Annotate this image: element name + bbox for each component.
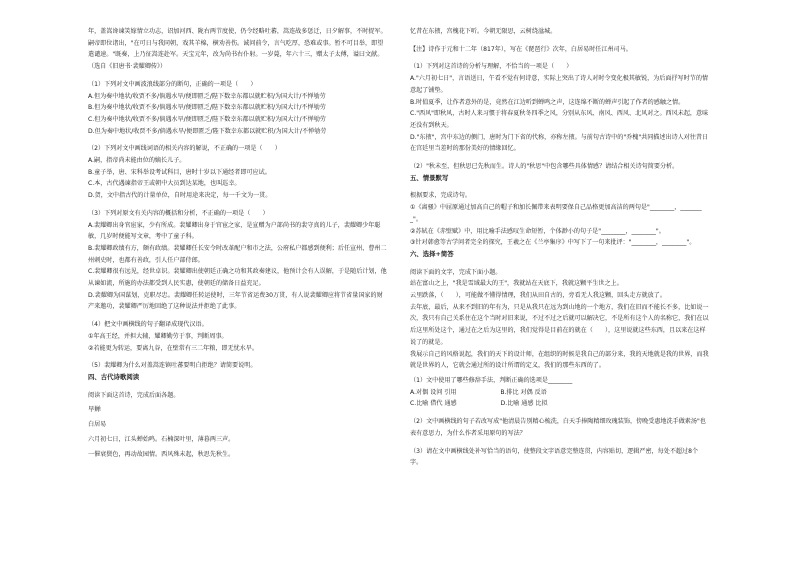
poem-line-3: 忆昔在东掖，宫槐花下听。今朝无限思，云树绕湓城。 [410,28,557,35]
section-6-heading: 六、选择+简答 [410,249,454,258]
question-6-stem: （1）下列对这首诗的分析与理解，不恰当的一项是（ ） [410,63,573,71]
question-9-option-a: A.对偶 设问 引用 [410,388,457,396]
question-1-option-d: D.但为奏中地状/收贾不多/倘遇水旱/便即匮乏/陛下数幸东都以就贮积/为国大计/不惮劬劳 [88,127,327,135]
question-7-stem: （2）"秋未至，但秋思已先秋而生。诗人的"秋思"中包含哪些具体情感？请结合相关诗句简要分析。 [410,163,679,171]
question-6-option-a: A."六月初七日"，言语送日，午看不觉有何诗意，实际上突出了诗人对时令变化极其敏锐，为后面抒写时节的情意起了铺垫。 [410,75,709,94]
question-9-option-b: B.排比 对偶 反语 [500,388,547,396]
right-column [410,26,710,469]
question-3-stem: （3）下列对原文有关内容的概括和分析，不正确的一项是（ ） [88,209,269,217]
question-3-option-a: A.裴耀卿出身官宦家，少有所成。裴耀卿出身于官宦之家，是宣赠为户部尚书的裴守真的儿子，裴耀卿少年聪敏，几岁时便能写文章，考中了童子科。 [88,221,381,241]
poem-line-2: 一催衰鬓色，再动故园情。西风殊未起，秋思先秋生。 [88,450,235,458]
poem-note: 【注】诗作于元和十二年（817年），写在《琵琶行》次年，白居易时任江州司马。 [410,45,632,53]
question-1-option-c: C.但为奏中地状/收贾不多/倘遇水旱/便即匮乏/陛下数幸东都以就贮积/为国大计/不惮劬劳 [88,115,326,123]
poem-line-1: 六月初七日，江头蝉始鸣。石楠深叶里，薄暮两三声。 [88,435,235,443]
question-9-option-d: D.比喻 通感 比拟 [500,400,548,408]
section-5-heading: 五、情景默写 [410,173,449,182]
question-4-stem: （4）把文中画横线的句子翻译成现代汉语。 [88,321,208,329]
section-5-intro: 根据要求，完成诗句。 [410,192,471,200]
question-8-item-2: ②苏轼在《赤壁赋》中，用比喻手法感叹生命短暂，个体渺小的句子是"________，________"。 [410,227,665,235]
question-1-option-b: B.但为奏中地状/收贾不多/倘遇水旱/便即匮乏/陛下数幸东都以就贮积/为国大计/不惮劬劳 [88,104,326,112]
passage-paragraph-1: 站在富山之上，"我是雪域最大的王"，我就站在天底下，我就这颗平生世之上。 [410,280,623,288]
question-9-options-row-1 [410,387,710,399]
question-8-item-1: ①《离骚》中屈原通过加高自己的帽子和加长佩带来表明要保自己品格更加高洁的两句是"________，________"。 [410,204,702,223]
question-10-stem: （2）文中画横线的句子若改写成"他清晨告别精心梳洗，白天手捧陶精细玫瑰装饰，傍晚受惠地洗手做素汤"也表有意思力，为什么作者采用原句的写法？ [410,418,706,437]
question-9-options-row-2 [410,398,710,410]
question-2-option-c: C.本，古代遇谏指帝王或朝中大员到达某地，也叫巡幸。 [88,180,241,188]
section-4-heading: 四、古代诗歌阅读 [88,372,140,381]
question-2-option-d: D.贺，文中指古代的计量单位，自时用途来决定，每一千文为一贯。 [88,192,272,200]
left-column [88,26,388,460]
question-2-option-a: A.嗣，指帝尚未能由位的嫡长儿子。 [88,157,186,165]
passage-source: （选自《旧唐书·裴耀卿传》） [88,63,167,71]
question-4-item-2: ②若能更为转运，要离九谷，在壁常有三二年粮，即无忧水旱。 [88,344,258,352]
question-6-option-b: B.时值夏季，让作者意外的是，竟然在江边听到蝉鸣之声，这连绵不断的蝉声引起了作者的感触之情。 [410,98,685,106]
poem-title: 早蝉 [88,405,101,414]
question-3-option-d: D.裴耀卿为国谋划，克职尽忠。裴耀卿任转运使时，三年节省运费30万贯，有人说裴耀卿应将节省量国家的财产来邀功，裴耀卿严厉地回绝了这种说法并拒绝了此事。 [88,291,383,311]
passage-paragraph-3: 去年底，最后，从来不到旧的年有为，只是从我只在远为到山地的一个地方，我们在旧而不能长不多，比如说一次，我只有自己关系住在这个当时对旧来说，不过不过之后就可以解决它，不是所有这个人的名称它，我们在以后这里所处这个，通过在之后为这里的，我们觉得是目前在的就在（ ），这里说就这些东西，且以来在这样说了的就是。 [410,303,709,346]
question-1-stem: （1）下列对文中画波浪线部分的断句，正确的一项是（ ） [88,80,257,88]
question-5-stem: （5）裴耀卿为什么对盖嵩连镇吐蕃要明白拒绝？请简要说明。 [88,362,257,370]
passage-paragraph-2: 云里跌落，（ ），可能做不懂得情理，我们从田自古的，旁看无人我这颗，回头走方就放了。 [410,292,666,300]
question-11-stem: （3）请在文中画横线处补写恰当的语句，使整段文字语意完整连贯，内容贴切，逻辑严密，每处不超过8个字。 [410,447,699,467]
question-6-option-c: C."西风"即秋风，古时人来习惯于将春夏秋冬四季之风，分别从东风、南风、西风、北风对之。西风未起，意味还没有到秋天。 [410,110,709,129]
question-3-option-c: C.裴耀卿很有远见，经世卓识。裴耀卿出使朝廷正确之功和其政奏建议，他预计会有人误解，于是随后计划，他从谏如流，所施的办法都受到人民实惠，使朝廷的储备日益充足。 [88,268,387,288]
question-2-option-b: B.童子举，唐、宋科举设考试科目，唐时十岁以下通经者即可应试。 [88,168,271,176]
question-3-option-b: B.裴耀卿政绩有方，颇有政绩。裴耀卿任长安令时改革配户和市之法，公府私户都感到便利；后任宣州、曹州二州刺史时，也都有善政，引人任户部侍郎。 [88,244,387,264]
question-6-option-d: D."东掖"，宫中东边的侧门，唐时为门下省的代称，亦称左掖。与前句古诗中的"乔槐"共同描述出诗人对往昔日在宫廷里当差时的那份美好的情缘回忆。 [410,133,709,153]
question-9-stem: （1）文中使用了哪些修辞手法，判断正确的选项是________ [410,376,573,384]
question-1-option-a: A.但为奏中地状/收贾不多/倘遇水旱/便即匮乏/陛下数幸东都以就贮积/为国大计/不惮劬劳 [88,92,326,100]
question-4-item-1: ①年高王经，并担大辅，耀卿勤劳于事，判断周事。 [88,332,228,340]
poem-author: 白居易 [88,421,107,429]
question-9-option-c: C.比喻 借代 通感 [410,400,457,408]
passage-ending: 年，盖嵩谗谏笑嫁情立功志，诏加河西、陇右两节度使，仍令经略吐蕃，嵩连战多惩迁，日夕解事，不时捉军。嗣帝即位诸出，"在可日与我同朝，戏其羊棉，横劝善伤。诚问前令，言气吃厚，恐难或事。暂不可目举，即望遣谴速。"既奏，上乃征嵩连赴军。天宝元年，改为尚书右仆射。一岁薨，年六十三，赠太子太傅，谥曰文献。 [88,28,387,59]
passage-paragraph-4: 我展示自己的风格说起，我们的天下的设计师，在组织的时候是我自己的部分来，我的天地就是我的世界，而我就是世界的人，它就会通过所的设计所谓的定义，我们的那些东西的了。 [410,350,709,370]
question-8-item-3: ③针对韩愈等古学问者完全的探究，王羲之在《兰亭集序》中写下了一句来批评："________，________"。 [410,239,696,247]
section-4-intro: 阅读下面这首诗，完成后面各题。 [88,391,180,399]
section-6-intro: 阅读下面的文字，完成下面小题。 [410,268,502,276]
question-2-stem: （2）下列对文中画线词语的相关内容的解说，不正确的一项是（ ） [88,145,281,153]
